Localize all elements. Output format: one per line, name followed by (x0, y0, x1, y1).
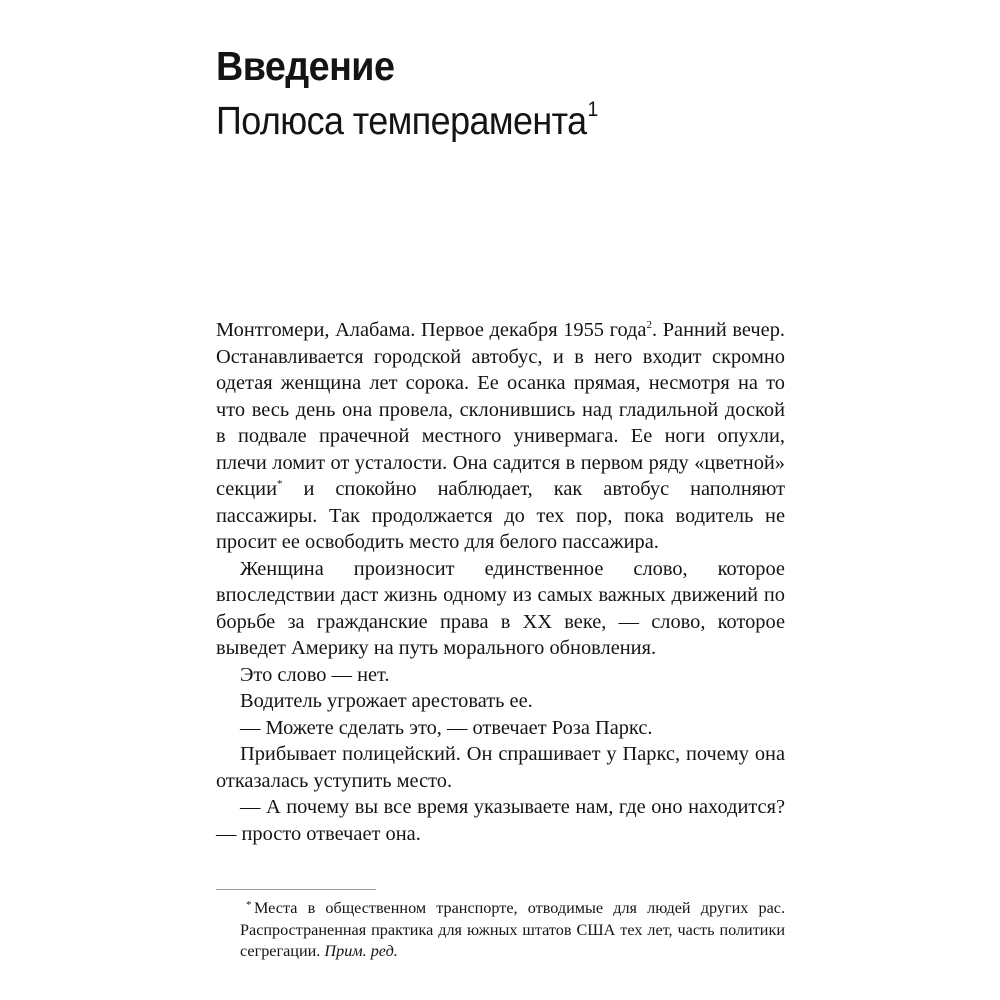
paragraph: Водитель угрожает арестовать ее. (240, 690, 533, 712)
paragraph (216, 317, 785, 556)
paragraph-text: Монтгомери, Алабама. Первое декабря 1955 года (216, 319, 647, 341)
endnote-ref: 2 (646, 319, 652, 331)
footnote (216, 898, 785, 963)
paragraph: Это слово — нет. (240, 663, 390, 686)
chapter-title: Введение (216, 43, 395, 89)
chapter-heading (216, 40, 816, 148)
footnote-text-wrap (240, 898, 785, 963)
footnote-mark: * (246, 899, 252, 911)
footnote-text: Места в общественном транспорте, отводимые для людей других рас. Распространенная практика для южных штатов США тех лет, часть политики сегрегации. (240, 899, 785, 960)
paragraph: Прибывает полицейский. Он спрашивает у Паркс, почему она отказалась уступить место. (216, 743, 785, 792)
footnote-editor-note: Прим. ред. (324, 942, 398, 960)
body-text (216, 317, 785, 847)
chapter-subtitle (216, 96, 768, 148)
paragraph: — А почему вы все время указываете нам, где оно находится? — просто отвечает она. (216, 796, 785, 845)
paragraph: Женщина произносит единственное слово, которое впоследствии даст жизнь одному из самых важных движений по борьбе за гражданские права в XX веке, — слово, которое выведет Америку на путь морального обновления. (216, 557, 785, 659)
subtitle-note-ref: 1 (587, 98, 598, 121)
footnote-paragraph (216, 898, 785, 963)
paragraph: — Можете сделать это, — отвечает Роза Паркс. (240, 716, 653, 739)
footnote-ref: * (277, 478, 283, 490)
chapter-subtitle-text: Полюса темперамента (216, 100, 587, 143)
footnote-divider (216, 889, 376, 890)
paragraph-text: и спокойно наблюдает, как автобус наполняют пассажиры. Так продолжается до тех пор, пока водитель не просит ее освободить место для белого пассажира. (216, 478, 785, 553)
paragraph-text: . Ранний вечер. Останавливается городской автобус, и в него входит скромно одетая женщина лет сорока. Ее осанка прямая, несмотря на то что весь день она провела, склонившись над гладильной доской в подвале прачечной местного универмага. Ее ноги опухли, плечи ломит от усталости. Она садится в первом ряду «цветной» секции (216, 319, 786, 500)
